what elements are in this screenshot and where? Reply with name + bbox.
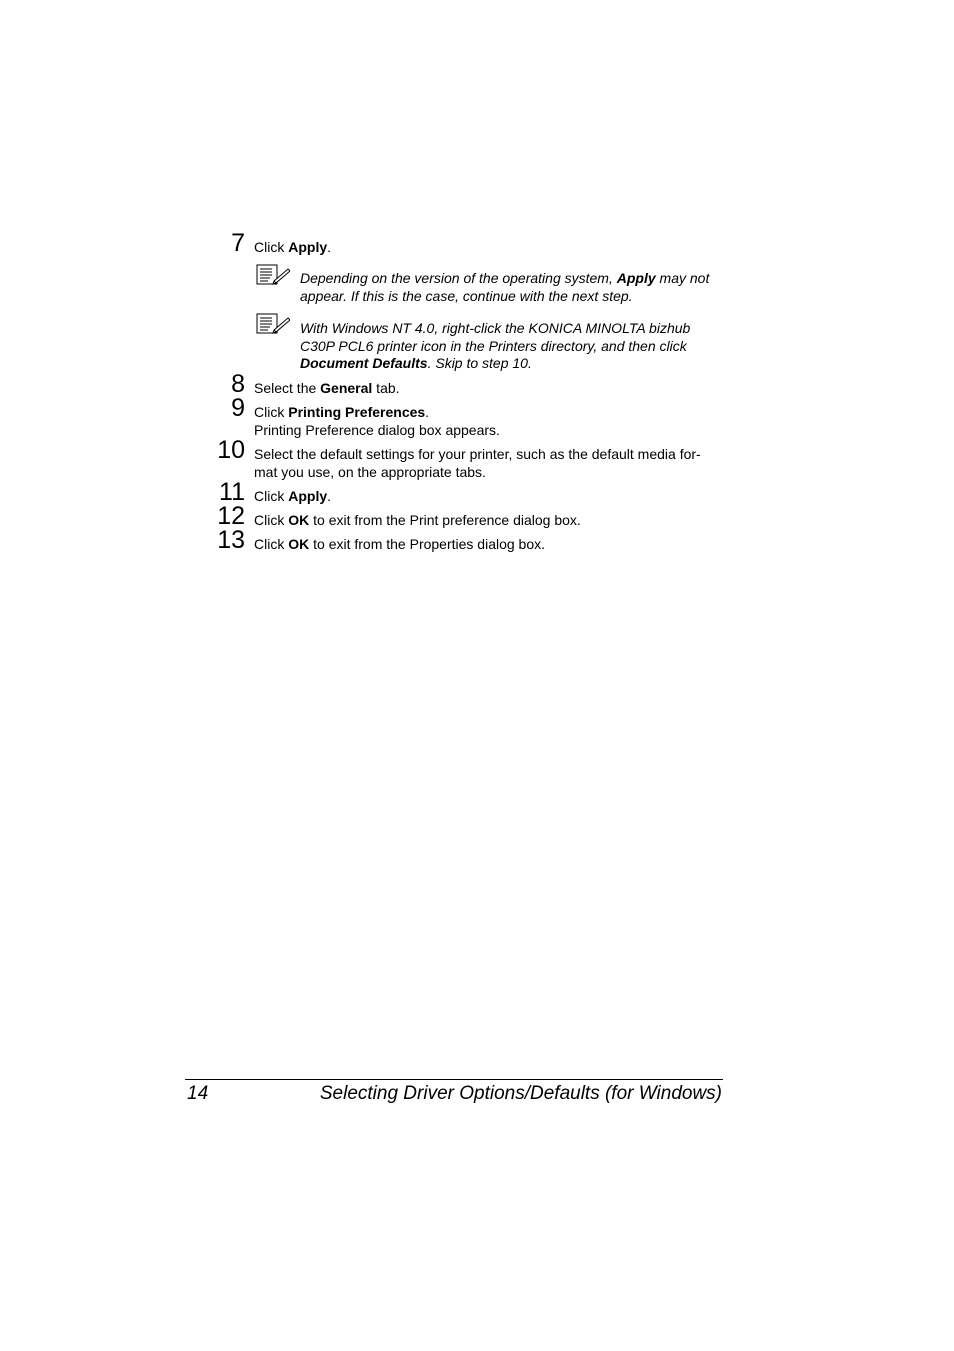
ui-term-apply: Apply — [288, 239, 328, 255]
step-number: 8 — [231, 370, 245, 398]
step-number: 7 — [231, 229, 245, 257]
step-number: 11 — [219, 478, 245, 506]
footer-chapter-title: Selecting Driver Options/Defaults (for Windows) — [319, 1083, 722, 1104]
step-text: Click OK to exit from the Print preference dialog box. — [254, 512, 581, 528]
step-number: 9 — [231, 394, 245, 422]
ui-term-apply: Apply — [616, 270, 656, 286]
ui-term-document-defaults: Document Defaults — [300, 355, 428, 371]
ui-term-ok: OK — [288, 536, 310, 552]
step-text: Click Printing Preferences. Printing Preference dialog box appears. — [254, 404, 500, 438]
footer-rule — [185, 1079, 723, 1080]
note-pencil-icon — [256, 264, 290, 286]
ui-term-ok: OK — [288, 512, 310, 528]
footer-page-number: 14 — [187, 1083, 209, 1104]
ui-term-printing-preferences: Printing Preferences — [288, 404, 426, 420]
ui-term-apply: Apply — [288, 488, 328, 504]
ui-term-general: General — [320, 380, 373, 396]
step-text: Click Apply. — [254, 239, 332, 255]
step-number: 13 — [217, 526, 245, 554]
note-text: Depending on the version of the operating system, Apply may not appear. If this is the case, continue with the next step. — [300, 270, 710, 304]
step-text: Select the default settings for your printer, such as the default media for- mat you use, on the appropriate tabs. — [254, 446, 701, 480]
note-pencil-icon — [256, 313, 290, 335]
step-text: Click OK to exit from the Properties dialog box. — [254, 536, 546, 552]
note-text: With Windows NT 4.0, right-click the KONICA MINOLTA bizhub C30P PCL6 printer icon in the Printers directory, and then click Document Defaults. Skip to step 10. — [300, 320, 691, 371]
step-number: 12 — [217, 502, 245, 530]
step-text: Click Apply. — [254, 488, 332, 504]
step-number: 10 — [217, 436, 245, 464]
step-text: Select the General tab. — [254, 380, 400, 396]
